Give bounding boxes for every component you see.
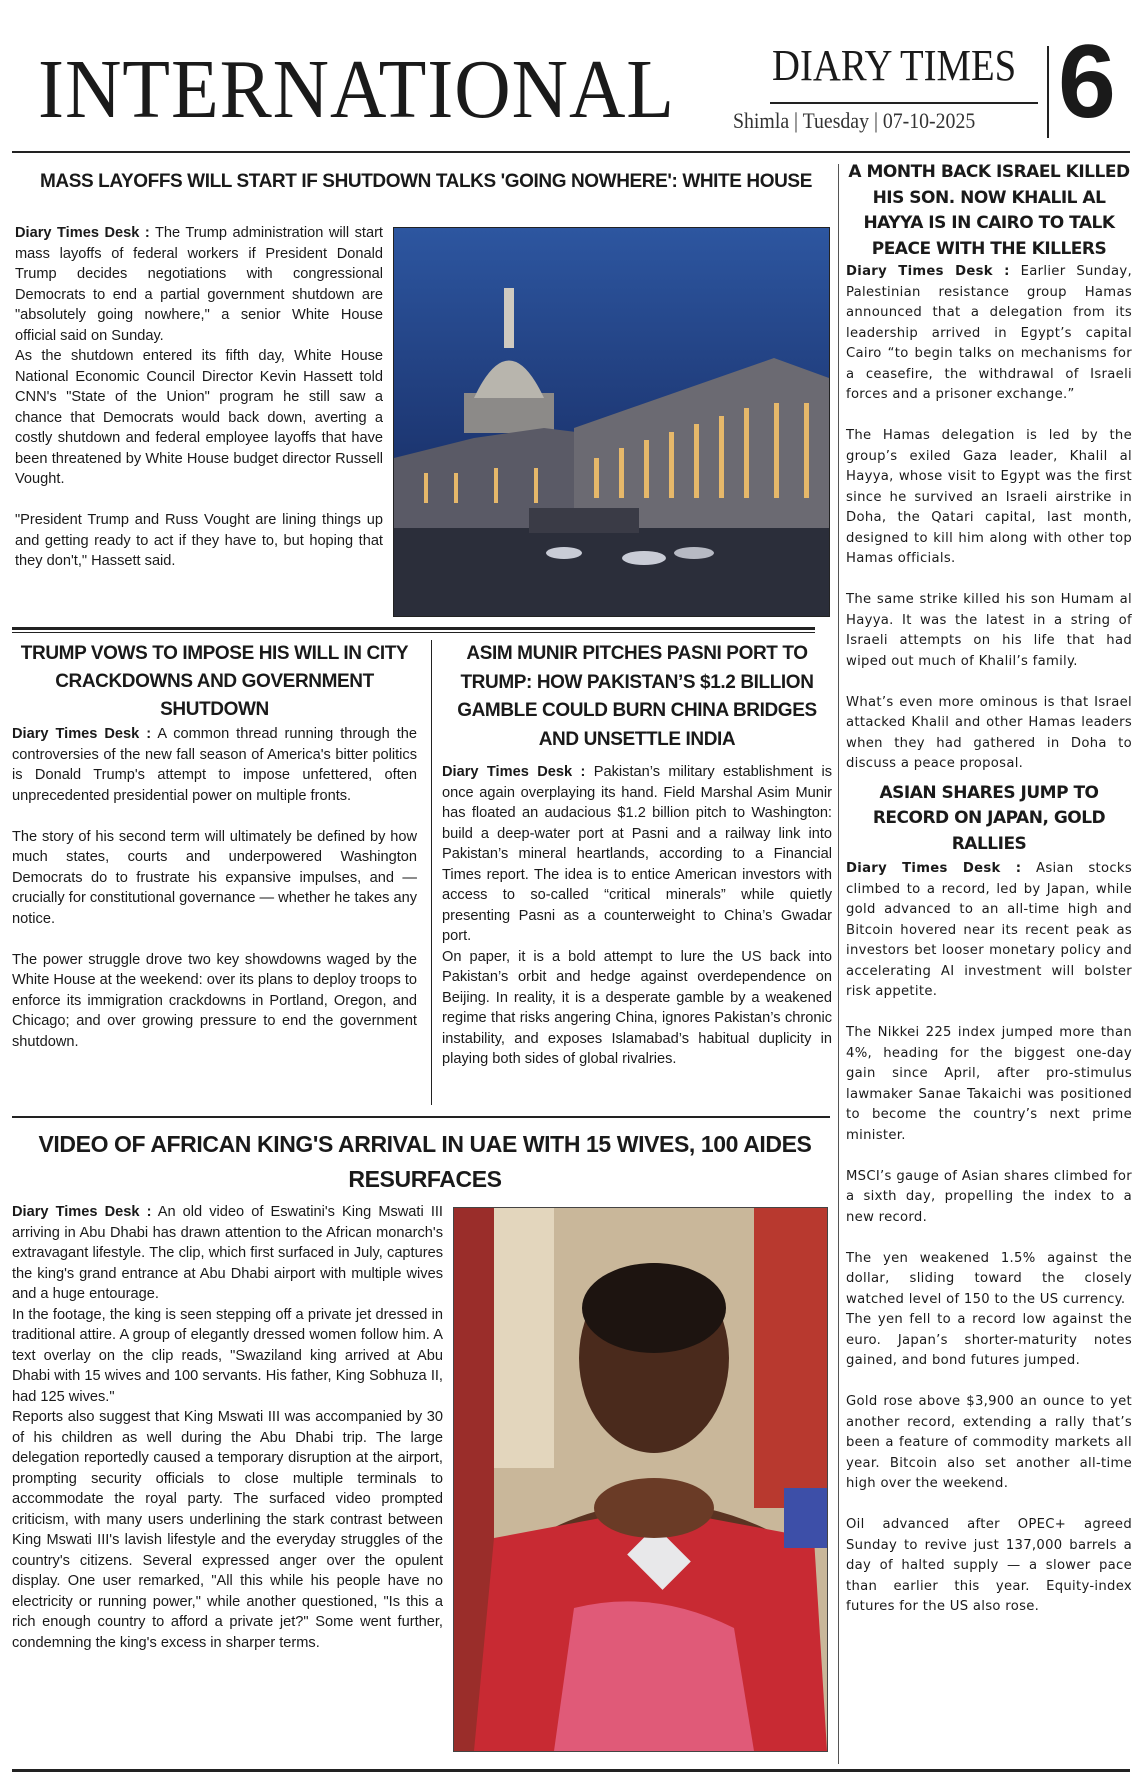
king-photo	[453, 1207, 828, 1752]
article-body	[442, 762, 832, 1070]
brand-divider	[770, 102, 1038, 104]
desk-label: Diary Times Desk :	[442, 764, 586, 780]
section-rule	[12, 627, 815, 630]
paragraph: "President Trump and Russ Vought are lining things up and getting ready to act if they have to, but hoping that they don't," Hassett said.	[15, 512, 383, 569]
paragraph: On paper, it is a bold attempt to lure the US back into Pakistan’s orbit and hedge against overdependence on Beijing. In reality, it is a desperate gamble by a weakened regime that risks angering China, ignores Pakistan’s chronic instability, and exposes Islamabad’s habitual duplicity in playing both sides of global rivalries.	[442, 948, 832, 1067]
paragraph: The story of his second term will ultimately be defined by how much states, courts and underpowered Washington Democrats do to frustrate his expansive impulses, and — crucially for constitutional governance — whether he takes any notice.	[12, 828, 417, 927]
section-title: INTERNATIONAL	[38, 43, 675, 136]
section-rule	[12, 632, 815, 633]
page-number: 6	[1058, 24, 1116, 140]
article-body	[846, 859, 1132, 1618]
article-king	[30, 1127, 820, 1197]
paragraph: The yen fell to a record low against the euro. Japan’s shorter-maturity notes gained, and bond futures jumped.	[846, 1312, 1132, 1368]
paragraph: The yen weakened 1.5% against the dollar, sliding toward the closely watched level of 150 to the US currency.	[846, 1250, 1132, 1307]
header-rule	[12, 151, 1130, 153]
paragraph: MSCI’s gauge of Asian shares climbed for a sixth day, propelling the index to a new record.	[846, 1168, 1132, 1225]
dateline: Shimla | Tuesday | 07-10-2025	[733, 108, 976, 133]
masthead-divider	[1047, 46, 1049, 138]
headline: ASIM MUNIR PITCHES PASNI PORT TO TRUMP: HOW PAKISTAN’S $1.2 BILLION GAMBLE COULD BURN CHINA BRIDGES AND UNSETTLE INDIA	[457, 643, 817, 750]
paragraph: As the shutdown entered its fifth day, White House National Economic Council Director Kevin Hassett told CNN's "State of the Union" program he still saw a chance that Democrats would back down, averting a costly shutdown and federal employee layoffs that have been threatened by White House budget director Russell Vought.	[15, 348, 383, 487]
desk-label: Diary Times Desk :	[12, 726, 152, 742]
newspaper-brand: DIARY TIMES	[772, 41, 1017, 90]
article-body	[12, 724, 417, 1052]
capitol-photo	[393, 227, 830, 617]
section-rule	[12, 1116, 830, 1118]
paragraph: What’s even more ominous is that Israel attacked Khalil and other Hamas leaders when they had gathered in Doha to discuss a peace proposal.	[846, 694, 1132, 771]
paragraph: The Nikkei 225 index jumped more than 4%, heading for the biggest one-day gain since April, after pro-stimulus lawmaker Sanae Takaichi was positioned to become the country’s next prime minister.	[846, 1025, 1132, 1143]
headline: MASS LAYOFFS WILL START IF SHUTDOWN TALKS 'GOING NOWHERE': WHITE HOUSE	[40, 171, 812, 192]
desk-label: Diary Times Desk :	[846, 861, 1022, 876]
paragraph: Gold rose above $3,900 an ounce to yet another record, extending a rally that’s been a feature of commodity markets all year. Bitcoin also set another all-time high over the weekend.	[846, 1394, 1132, 1491]
article-layoffs-body	[15, 223, 383, 592]
article-king-body	[12, 1202, 443, 1653]
headline: VIDEO OF AFRICAN KING'S ARRIVAL IN UAE WITH 15 WIVES, 100 AIDES RESURFACES	[38, 1131, 812, 1192]
paragraph: Reports also suggest that King Mswati III was accompanied by 30 of his children as well during the Abu Dhabi trip. The large delegation reportedly caused a temporary disruption at the airport, prompting security officials to close multiple terminals to accommodate the royal party. The surfaced video prompted criticism, with many users underlining the stark contrast between King Mswati III's lavish lifestyle and the everyday struggles of the country's citizens. Several expressed anger over the opulent display. One user remarked, "All this while his people have no electricity or running power," while another questioned, "Is this a rich enough country to afford a private jet?" Some went further, condemning the king's excess in sharper terms.	[12, 1409, 443, 1651]
desk-label: Diary Times Desk :	[15, 225, 150, 241]
headline: TRUMP VOWS TO IMPOSE HIS WILL IN CITY CRACKDOWNS AND GOVERNMENT SHUTDOWN	[20, 643, 409, 720]
paragraph: An old video of Eswatini's King Mswati III arriving in Abu Dhabi has drawn attention to the African monarch's extravagant lifestyle. The clip, which first surfaced in July, captures the king's grand entrance at Abu Dhabi airport with multiple wives and a huge entourage.	[12, 1204, 443, 1302]
paragraph: Pakistan’s military establishment is once again overplaying its hand. Field Marshal Asim Munir has floated an audacious $1.2 billion pitch to Washington: build a deep-water port at Pasni and a railway link into Pakistan’s mineral heartlands, according to a Financial Times report. The idea is to entice American investors with access to so-called “critical minerals” while quietly presenting Pasni as a counterweight to China’s Gwadar port.	[442, 764, 832, 944]
paragraph: The Trump administration will start mass layoffs of federal workers if President Donald Trump decides negotiations with congressional Democrats to end a partial government shutdown are "absolutely going nowhere," a senior White House official said on Sunday.	[15, 225, 383, 344]
paragraph: The power struggle drove two key showdowns waged by the White House at the weekend: over its plans to deploy troops to enforce its immigration crackdowns in Portland, Oregon, and Chicago; and over growing pressure to end the government shutdown.	[12, 951, 417, 1050]
paragraph: A common thread running through the controversies of the new fall season of America's bitter politics is Donald Trump's attempt to impose unfettered, often unprecedented presidential power on multiple fronts.	[12, 726, 417, 804]
article-pasni	[442, 640, 832, 1090]
paragraph: Earlier Sunday, Palestinian resistance group Hamas announced that a delegation from its leadership arrived in Egypt’s capital Cairo “to begin talks on mechanisms for a ceasefire, the withdrawal of Israeli forces and a prisoner exchange.”	[846, 264, 1132, 402]
column-divider	[838, 164, 839, 1764]
column-divider	[431, 640, 432, 1105]
paragraph: Oil advanced after OPEC+ agreed Sunday to revive just 137,000 barrels a day of halted supply — a slower pace than earlier this year. Equity-index futures for the US also rose.	[846, 1517, 1132, 1614]
article-layoffs	[20, 168, 832, 196]
paragraph: The same strike killed his son Humam al Hayya. It was the latest in a string of Israeli attempts on his life that had wiped out much of Khalil’s family.	[846, 592, 1132, 669]
headline: ASIAN SHARES JUMP TO RECORD ON JAPAN, GOLD RALLIES	[872, 782, 1106, 854]
article-body	[846, 262, 1132, 775]
paragraph: In the footage, the king is seen stepping off a private jet dressed in traditional attire. A group of elegantly dressed women follow him. A text overlay on the clip reads, "Swaziland king arrived at Abu Dhabi with 15 wives and 100 servants. His father, King Sobhuza II, had 125 wives."	[12, 1306, 443, 1405]
right-column	[846, 160, 1132, 1618]
footer-rule	[12, 1769, 1130, 1772]
desk-label: Diary Times Desk :	[12, 1204, 152, 1220]
paragraph: The Hamas delegation is led by the group’s exiled Gaza leader, Khalil al Hayya, whose visit to Egypt was the first since he survived an Israeli airstrike in Doha, the Qatari capital, last month, designed to kill him along with other top Hamas officials.	[846, 428, 1132, 566]
headline: A MONTH BACK ISRAEL KILLED HIS SON. NOW KHALIL AL HAYYA IS IN CAIRO TO TALK PEACE WITH THE KILLERS	[848, 162, 1130, 259]
desk-label: Diary Times Desk :	[846, 264, 1010, 279]
article-trump-vows	[12, 640, 417, 1073]
paragraph: Asian stocks climbed to a record, led by Japan, while gold advanced to an all-time high and Bitcoin hovered near its recent peak as investors bet looser monetary policy and accelerating AI investment will bolster risk appetite.	[846, 861, 1132, 999]
